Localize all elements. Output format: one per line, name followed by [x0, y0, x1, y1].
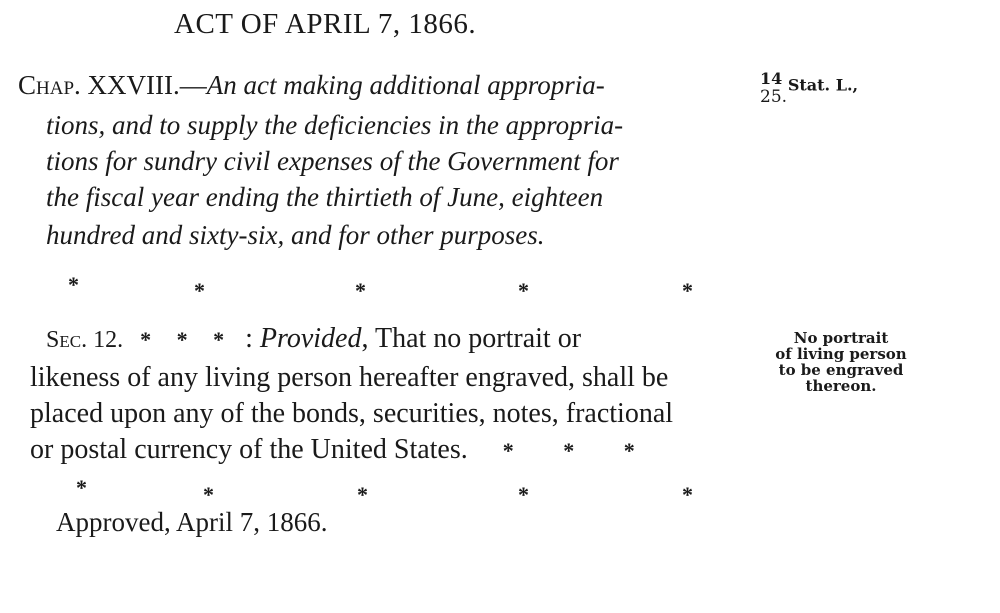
- approved-date: Approved, April 7, 1866.: [56, 507, 328, 537]
- section-line-2: likeness of any living person hereafter engraved, shall be: [30, 362, 669, 393]
- portrait-note-line-1: No portrait: [793, 329, 889, 347]
- section-line-4-text: or postal currency of the United States.: [30, 434, 468, 465]
- ellipsis-star: *: [682, 278, 693, 303]
- ellipsis-star: *: [76, 475, 87, 500]
- section-line-1: Sec. 12. * * * : Provided, That no portrait or: [46, 323, 582, 354]
- ellipsis-star: *: [518, 278, 529, 303]
- chapter-text-line-2: tions, and to supply the deficiencies in the appropria-: [46, 110, 624, 140]
- chapter-heading-line-1: [18, 70, 605, 101]
- ellipsis-star: *: [203, 482, 214, 507]
- ellipsis-star: *: [682, 482, 693, 507]
- ellipsis-star: *: [355, 278, 366, 303]
- ellipsis-star: *: [68, 272, 79, 297]
- chapter-label: Chap.: [18, 70, 81, 100]
- section-line-3: placed upon any of the bonds, securities, notes, fractional: [30, 398, 674, 429]
- chapter-number: XXVIII.—: [87, 70, 207, 100]
- section-label: Sec. 12.: [46, 327, 124, 353]
- ellipsis-star: *: [194, 278, 205, 303]
- ellipsis-star: *: [357, 482, 368, 507]
- act-title: ACT OF APRIL 7, 1866.: [174, 8, 477, 40]
- section-line-1-text: , That no portrait or: [361, 323, 582, 354]
- chapter-text-line-5: hundred and sixty-six, and for other purposes.: [46, 220, 545, 250]
- chapter-text-line-4: the fiscal year ending the thirtieth of June, eighteen: [46, 182, 604, 212]
- statute-citation: [760, 69, 859, 107]
- ellipsis-star: *: [518, 482, 529, 507]
- section-line-4: [30, 434, 657, 466]
- citation-text: Stat. L.,: [787, 75, 859, 95]
- portrait-note-line-2: of living person: [775, 345, 907, 363]
- chapter-text-line-1: An act making additional appropria-: [206, 70, 605, 100]
- citation-volume: 14: [760, 69, 783, 88]
- citation-page: 25.: [760, 87, 788, 107]
- chapter-text-line-3: tions for sundry civil expenses of the Government for: [46, 146, 619, 176]
- section-stars: * * *: [140, 327, 235, 352]
- provided-word: Provided: [259, 323, 362, 354]
- portrait-note-line-3: to be engraved: [778, 361, 904, 379]
- portrait-sidenote: [762, 330, 920, 394]
- portrait-note-line-4: thereon.: [805, 377, 877, 395]
- section-end-stars: * * *: [502, 438, 657, 463]
